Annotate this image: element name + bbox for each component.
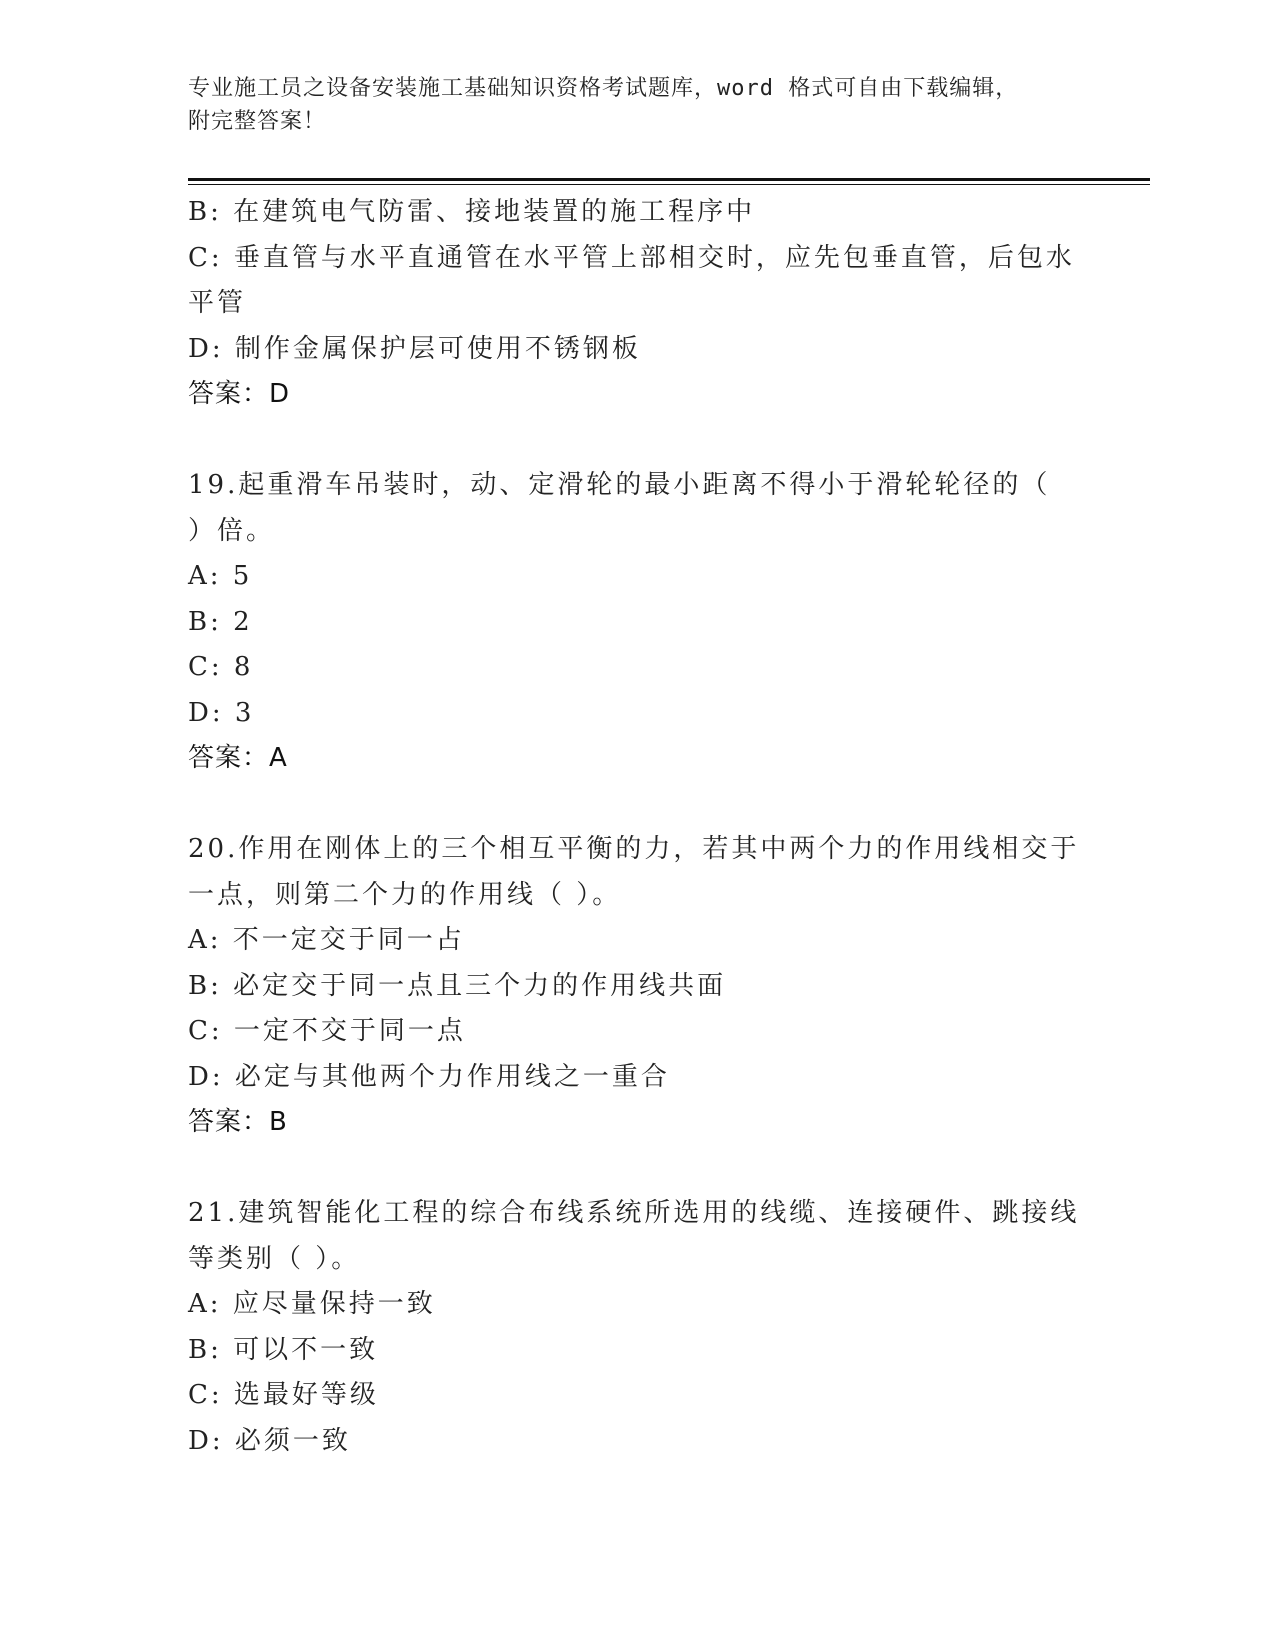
header-divider-thick	[188, 178, 1150, 181]
option-c: C: 一定不交于同一点	[188, 1016, 466, 1046]
answer: 答案：A	[188, 743, 288, 773]
question-stem: 21.建筑智能化工程的综合布线系统所选用的线缆、连接硬件、跳接线	[188, 1198, 1080, 1228]
answer: 答案：D	[188, 379, 291, 409]
question-20	[188, 827, 1080, 1146]
spacer	[188, 418, 1068, 464]
option-c: C: 选最好等级	[188, 1380, 379, 1410]
option-a: A: 不一定交于同一占	[188, 925, 465, 955]
option-d: D: 3	[188, 697, 255, 728]
option-b: B: 2	[188, 606, 253, 637]
question-stem: 20.作用在刚体上的三个相互平衡的力，若其中两个力的作用线相交于	[188, 834, 1080, 864]
option-d: D: 必须一致	[188, 1425, 351, 1456]
question-19	[188, 463, 1068, 782]
option-c: C: 垂直管与水平直通管在水平管上部相交时，应先包垂直管，后包水	[188, 242, 1075, 273]
header-divider-thin	[188, 184, 1150, 185]
header-line-2: 附完整答案！	[188, 109, 327, 134]
question-stem-continued: ）倍。	[188, 515, 276, 546]
option-d: D: 制作金属保护层可使用不锈钢板	[188, 333, 641, 364]
option-a: A: 5	[188, 561, 253, 591]
option-b: B: 必定交于同一点且三个力的作用线共面	[188, 970, 727, 1001]
question-stem-continued: 一点，则第二个力的作用线（ ）。	[188, 879, 622, 910]
question-21	[188, 1191, 1080, 1464]
option-a: A: 应尽量保持一致	[188, 1289, 436, 1319]
option-c: C: 8	[188, 652, 254, 682]
option-b: B: 在建筑电气防雷、接地装置的施工程序中	[188, 197, 756, 227]
question-18-tail	[188, 190, 1075, 418]
option-c-continued: 平管	[188, 288, 247, 318]
page-header	[188, 72, 1068, 138]
answer: 答案：B	[188, 1107, 288, 1137]
spacer	[188, 782, 1068, 828]
question-content	[188, 190, 1080, 1464]
question-stem-continued: 等类别（ ）。	[188, 1243, 361, 1274]
option-b: B: 可以不一致	[188, 1334, 379, 1365]
option-d: D: 必定与其他两个力作用线之一重合	[188, 1061, 670, 1092]
header-line-1: 专业施工员之设备安装施工基础知识资格考试题库，word 格式可自由下载编辑，	[188, 76, 1019, 101]
question-stem: 19.起重滑车吊装时，动、定滑轮的最小距离不得小于滑轮轮径的（	[188, 470, 1051, 500]
spacer	[188, 1146, 1068, 1192]
